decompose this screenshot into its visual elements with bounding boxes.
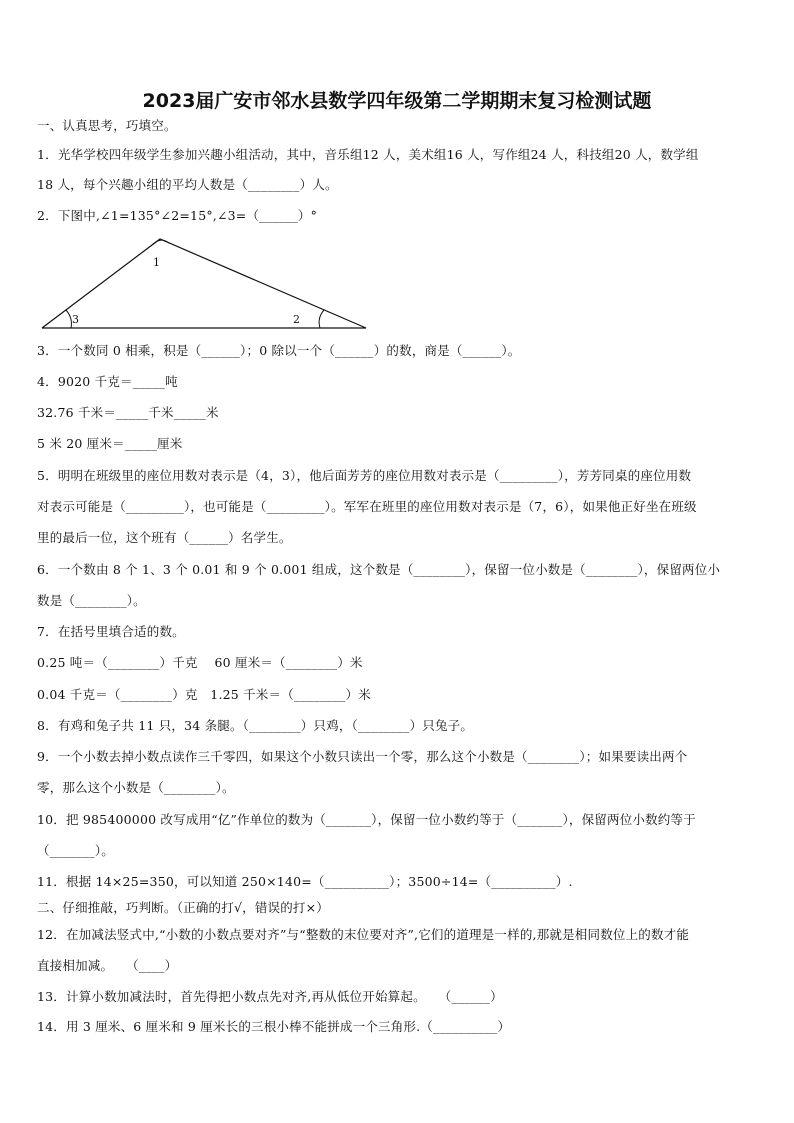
question-13: 13．计算小数加减法时，首先得把小数点先对齐,再从低位开始算起。 （______）: [37, 989, 503, 1004]
section-heading-true-false: 二、仔细推敲，巧判断。（正确的打√，错误的打×）: [37, 900, 329, 915]
question-8: 8．有鸡和兔子共 11 只，34 条腿。（________）只鸡，（________）只兔子。: [37, 718, 474, 733]
question-2: 2．下图中,∠1=135°∠2=15°,∠3=（______）°: [37, 208, 318, 223]
angle-1-arc: [151, 240, 169, 246]
question-6-line-2: 数是（________）。: [37, 593, 146, 608]
exam-title: 2023届广安市邻水县数学四年级第二学期期末复习检测试题: [142, 90, 652, 112]
question-10-line-1: 10．把 985400000 改写成用“亿”作单位的数为（_______），保留一位小数约等于（_______），保留两位小数约等于: [37, 812, 696, 827]
question-9-line-1: 9．一个小数去掉小数点读作三千零四，如果这个小数只读出一个零，那么这个小数是（________）；如果要读出两个: [37, 749, 688, 764]
question-7: 7．在括号里填合适的数。: [37, 624, 185, 639]
question-9-line-2: 零，那么这个小数是（________）。: [37, 780, 235, 795]
question-6-line-1: 6．一个数由 8 个 1、3 个 0.01 和 9 个 0.001 组成，这个数是（________），保留一位小数是（________），保留两位小: [37, 562, 721, 577]
question-4-line-1: 4．9020 千克＝_____吨: [37, 374, 178, 389]
angle-1-label: 1: [153, 256, 160, 269]
question-7-line-2: 0.04 千克＝（________）克 1.25 千米＝（________）米: [37, 687, 371, 702]
question-7-line-1: 0.25 吨＝（________）千克 60 厘米＝（________）米: [37, 655, 363, 670]
angle-2-label: 2: [293, 313, 300, 326]
triangle-figure: [40, 234, 370, 332]
angle-2-arc: [319, 310, 324, 328]
question-5-line-1: 5．明明在班级里的座位用数对表示是（4，3），他后面芳芳的座位用数对表示是（_________），芳芳同桌的座位用数: [37, 468, 692, 483]
section-heading-fill-blanks: 一、认真思考，巧填空。: [37, 118, 177, 133]
question-5-line-2: 对表示可能是（_________），也可能是（_________）。军军在班里的座位用数对表示是（7，6），如果他正好坐在班级: [37, 499, 697, 514]
question-12-line-2: 直接相加减。 （____）: [37, 958, 178, 973]
angle-3-arc: [66, 310, 71, 328]
angle-3-label: 3: [72, 313, 79, 326]
question-4-line-2: 32.76 千米＝_____千米_____米: [37, 405, 219, 420]
question-1-line-1: 1．光华学校四年级学生参加兴趣小组活动，其中，音乐组12 人，美术组16 人，写作组24 人，科技组20 人，数学组: [37, 147, 699, 162]
question-3: 3．一个数同 0 相乘，积是（______）；0 除以一个（______）的数，商是（______）。: [37, 343, 521, 358]
question-1-line-2: 18 人，每个兴趣小组的平均人数是（________）人。: [37, 177, 338, 192]
question-4-line-3: 5 米 20 厘米＝_____厘米: [37, 436, 183, 451]
question-12-line-1: 12．在加减法竖式中,“小数的小数点要对齐”与“整数的末位要对齐”,它们的道理是一样的,那就是相同数位上的数才能: [37, 927, 690, 942]
question-5-line-3: 里的最后一位，这个班有（______）名学生。: [37, 530, 292, 545]
question-11: 11．根据 14×25=350，可以知道 250×140=（__________）；3500÷14=（__________）.: [37, 874, 573, 889]
triangle-diagram: [40, 234, 370, 332]
question-10-line-2: （_______）。: [37, 843, 115, 858]
question-14: 14．用 3 厘米、6 厘米和 9 厘米长的三根小棒不能拼成一个三角形.（__________）: [37, 1019, 511, 1034]
triangle-outline: [42, 239, 366, 328]
